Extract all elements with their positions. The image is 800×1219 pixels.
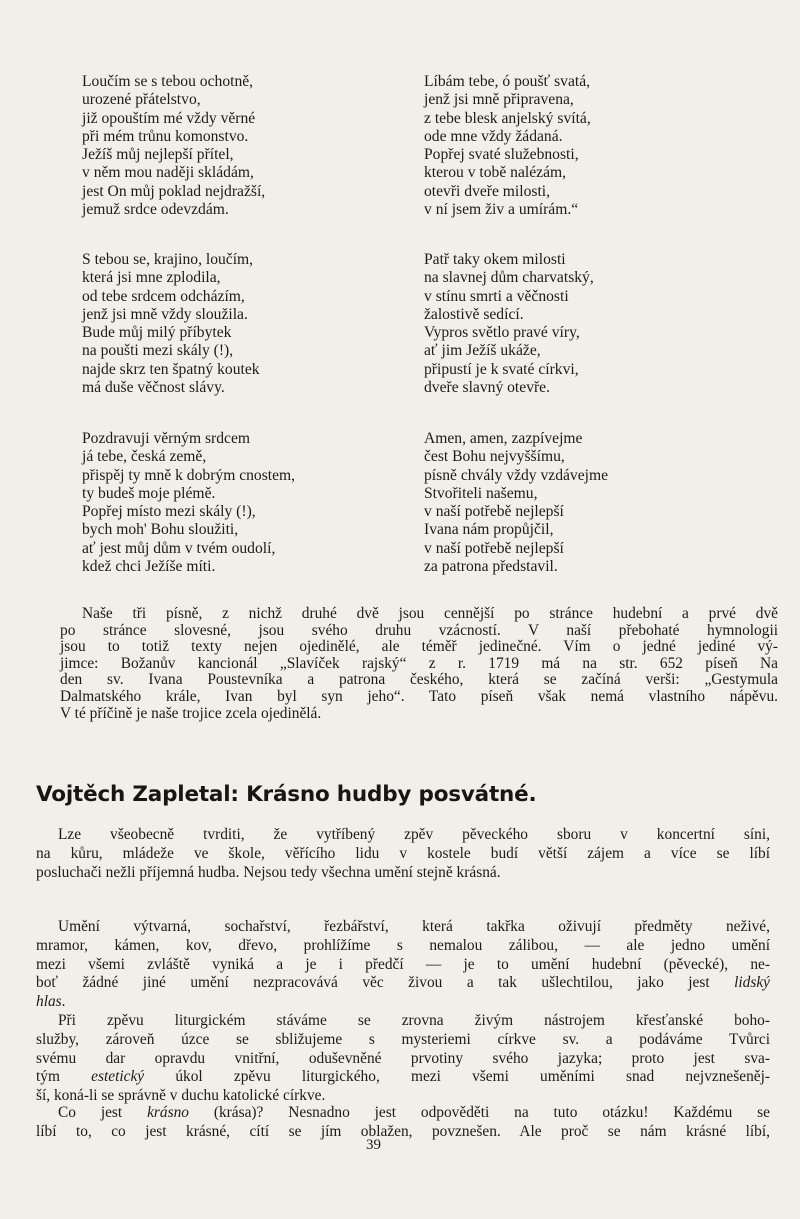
text-line	[60, 706, 778, 723]
text-segment: .	[61, 993, 66, 1011]
article-paragraph	[36, 826, 770, 882]
verse-line: dveře slavný otevře.	[424, 379, 550, 397]
verse-line: v stínu smrti a věčnosti	[424, 287, 569, 305]
verse-line: za patrona představil.	[424, 558, 558, 576]
verse-line: na poušti mezi skály (!),	[82, 342, 234, 360]
verse-line: v naší potřebě nejlepší	[424, 539, 564, 557]
verse-line: ať jest můj dům v tvém oudolí,	[82, 539, 276, 557]
verse-line: jest On můj poklad nejdražší,	[82, 182, 266, 200]
text-segment: služby, zároveň úzce se sbližujeme s mysteriemi církve sv. a podáváme Tvůrci	[36, 1030, 770, 1048]
verse-line: Líbám tebe, ó poušť svatá,	[424, 73, 591, 90]
poem-stanza	[82, 430, 295, 576]
text-segment: Naše tři písně, z nichž druhé dvě jsou cennější po stránce hudební a prvé dvě	[82, 605, 778, 622]
text-segment: jsou to totiž texty nejen ojedinělé, ale téměř jedinečné. Vím o jedné jediné vý-	[60, 638, 778, 656]
verse-line: urozené přátelstvo,	[82, 91, 201, 109]
text-line	[36, 1031, 770, 1050]
poem-stanza	[424, 251, 594, 397]
article-paragraph	[36, 918, 770, 1012]
text-segment: tým	[36, 1068, 92, 1086]
text-line	[60, 623, 778, 640]
verse-line: připustí je k svaté církvi,	[424, 360, 579, 378]
text-line	[36, 993, 770, 1012]
text-line	[36, 1068, 770, 1087]
verse-line: Bude můj milý příbytek	[82, 324, 232, 342]
text-line	[60, 672, 778, 689]
text-segment: V té příčině je naše trojice zcela ojedinělá.	[60, 704, 322, 722]
text-segment: na kůru, mládeže ve škole, věřícího lidu v kostele budí větší zájem a více se líbí	[36, 844, 770, 862]
text-segment: Umění výtvarná, sochařství, řezbářství, která takřka oživují předměty neživé,	[58, 918, 770, 935]
text-line	[36, 956, 770, 975]
text-line	[60, 656, 778, 673]
italic-text: hlas	[36, 993, 62, 1011]
verse-line: čest Bohu nejvyššímu,	[424, 448, 565, 466]
verse-line: v něm mou naději skládám,	[82, 164, 254, 182]
verse-line: bych moh' Bohu sloužiti,	[82, 521, 239, 539]
text-segment: posluchači nežli příjemná hudba. Nejsou tedy všechna umění stejně krásná.	[36, 863, 501, 881]
text-line	[36, 845, 770, 864]
text-segment: Co jest	[58, 1104, 148, 1121]
verse-line: přispěj ty mně k dobrým cnostem,	[82, 466, 296, 484]
page-number: 39	[366, 1137, 381, 1153]
article-paragraph	[36, 1104, 770, 1142]
verse-line: žalostivě sedící.	[424, 305, 524, 323]
text-segment: Lze všeobecně tvrditi, že vytříbený zpěv pěveckého sboru v koncertní síni,	[58, 826, 770, 843]
verse-line: ať jim Ježíš ukáže,	[424, 342, 541, 360]
verse-line: již opouštím mé vždy věrné	[82, 109, 256, 127]
verse-line: písně chvály vždy vzdávejme	[424, 466, 609, 484]
text-line	[36, 1123, 770, 1142]
text-segment: po stránce slovesné, jsou svého druhu vzácností. V naší přebohaté hymnologii	[60, 621, 778, 639]
text-segment: den sv. Ivana Poustevníka a patrona českého, která se začíná verši: „Gestymula	[60, 671, 778, 689]
verse-line: Patř taky okem milosti	[424, 251, 566, 268]
italic-text: estetický	[91, 1068, 145, 1086]
verse-line: ty budeš moje plémě.	[82, 484, 216, 502]
verse-line: v ní jsem živ a umírám.“	[424, 201, 579, 219]
verse-line: z tebe blesk anjelský svítá,	[424, 109, 591, 127]
text-segment: boť žádné jiné umění nezpracovává věc živou a tak ušlechtilou, jako jest	[36, 974, 735, 992]
verse-line: Amen, amen, zazpívejme	[424, 430, 583, 447]
italic-text: lidský	[734, 974, 770, 992]
verse-line: jenž jsi mně připravena,	[424, 91, 574, 109]
verse-line: v naší potřebě nejlepší	[424, 503, 564, 521]
article-paragraph	[36, 1012, 770, 1106]
poem-stanza	[82, 73, 265, 219]
text-line	[36, 1050, 770, 1069]
text-line	[36, 1012, 770, 1031]
text-line	[60, 606, 778, 623]
intro-paragraph	[60, 606, 778, 722]
text-segment: mramor, kámen, kov, dřevo, prohlížíme s nemalou zálibou, — ale jedno umění	[36, 936, 770, 954]
text-line	[36, 1104, 770, 1123]
poem-stanza	[424, 430, 608, 576]
text-segment: svému dar opravdu vnitřní, oduševněné prvotiny svého jazyka; proto jest sva-	[36, 1049, 770, 1067]
text-segment: úkol zpěvu liturgického, mezi všemi uměními snad nejvznešeněj-	[144, 1068, 770, 1086]
verse-line: Loučím se s tebou ochotně,	[82, 73, 254, 90]
italic-text: krásno	[147, 1104, 189, 1121]
verse-line: Popřej místo mezi skály (!),	[82, 503, 256, 521]
text-segment: mezi všemi zvláště vyniká a je i předčí — je to umění hudební (pěvecké), ne-	[36, 955, 770, 973]
text-line	[36, 974, 770, 993]
verse-line: jenž jsi mně vždy sloužila.	[82, 305, 248, 323]
verse-line: otevři dveře milosti,	[424, 182, 551, 200]
verse-line: S tebou se, krajino, loučím,	[82, 251, 254, 268]
verse-line: od tebe srdcem odcházím,	[82, 287, 245, 305]
verse-line: Vypros světlo pravé víry,	[424, 324, 580, 342]
verse-line: má duše věčnost slávy.	[82, 379, 225, 397]
article-heading: Vojtěch Zapletal: Krásno hudby posvátné.	[36, 782, 537, 807]
verse-line: Stvořiteli našemu,	[424, 484, 538, 502]
text-segment: líbí to, co jest krásné, cítí se jím oblažen, povznešen. Ale proč se nám krásné líbí,	[36, 1122, 770, 1140]
verse-line: Ivana nám propůjčil,	[424, 521, 554, 539]
verse-line: kdež chci Ježíše míti.	[82, 558, 216, 576]
verse-line: já tebe, česká země,	[82, 448, 207, 466]
text-segment: Dalmatského krále, Ivan byl syn jeho“. Tato píseň však nemá vlastního nápěvu.	[60, 687, 778, 705]
text-line	[60, 639, 778, 656]
verse-line: Popřej svaté služebnosti,	[424, 146, 579, 164]
verse-line: Pozdravuji věrným srdcem	[82, 430, 251, 447]
text-segment: (krása)? Nesnadno jest odpověděti na tuto otázku! Každému se	[188, 1104, 770, 1121]
verse-line: při mém trůnu komonstvo.	[82, 127, 249, 145]
verse-line: ode mne vždy žádaná.	[424, 127, 563, 145]
verse-line: kterou v tobě nalézám,	[424, 164, 567, 182]
verse-line: na slavnej dům charvatský,	[424, 269, 594, 287]
text-line	[36, 864, 770, 883]
verse-line: která jsi mne zplodila,	[82, 269, 221, 287]
poem-stanza	[82, 251, 260, 397]
text-segment: Při zpěvu liturgickém stáváme se zrovna živým nástrojem křesťanské boho-	[58, 1012, 770, 1029]
text-line	[36, 918, 770, 937]
verse-line: najde skrz ten špatný koutek	[82, 360, 260, 378]
verse-line: jemuž srdce odevzdám.	[82, 201, 229, 219]
text-line	[36, 937, 770, 956]
verse-line: Ježíš můj nejlepší přítel,	[82, 146, 234, 164]
text-segment: ší, koná-li se správně v duchu katolické církve.	[36, 1087, 326, 1105]
text-line	[60, 689, 778, 706]
poem-stanza	[424, 73, 591, 219]
text-line	[36, 826, 770, 845]
text-segment: jimce: Božanův kancionál „Slavíček rajský“ z r. 1719 má na str. 652 píseň Na	[60, 654, 778, 672]
